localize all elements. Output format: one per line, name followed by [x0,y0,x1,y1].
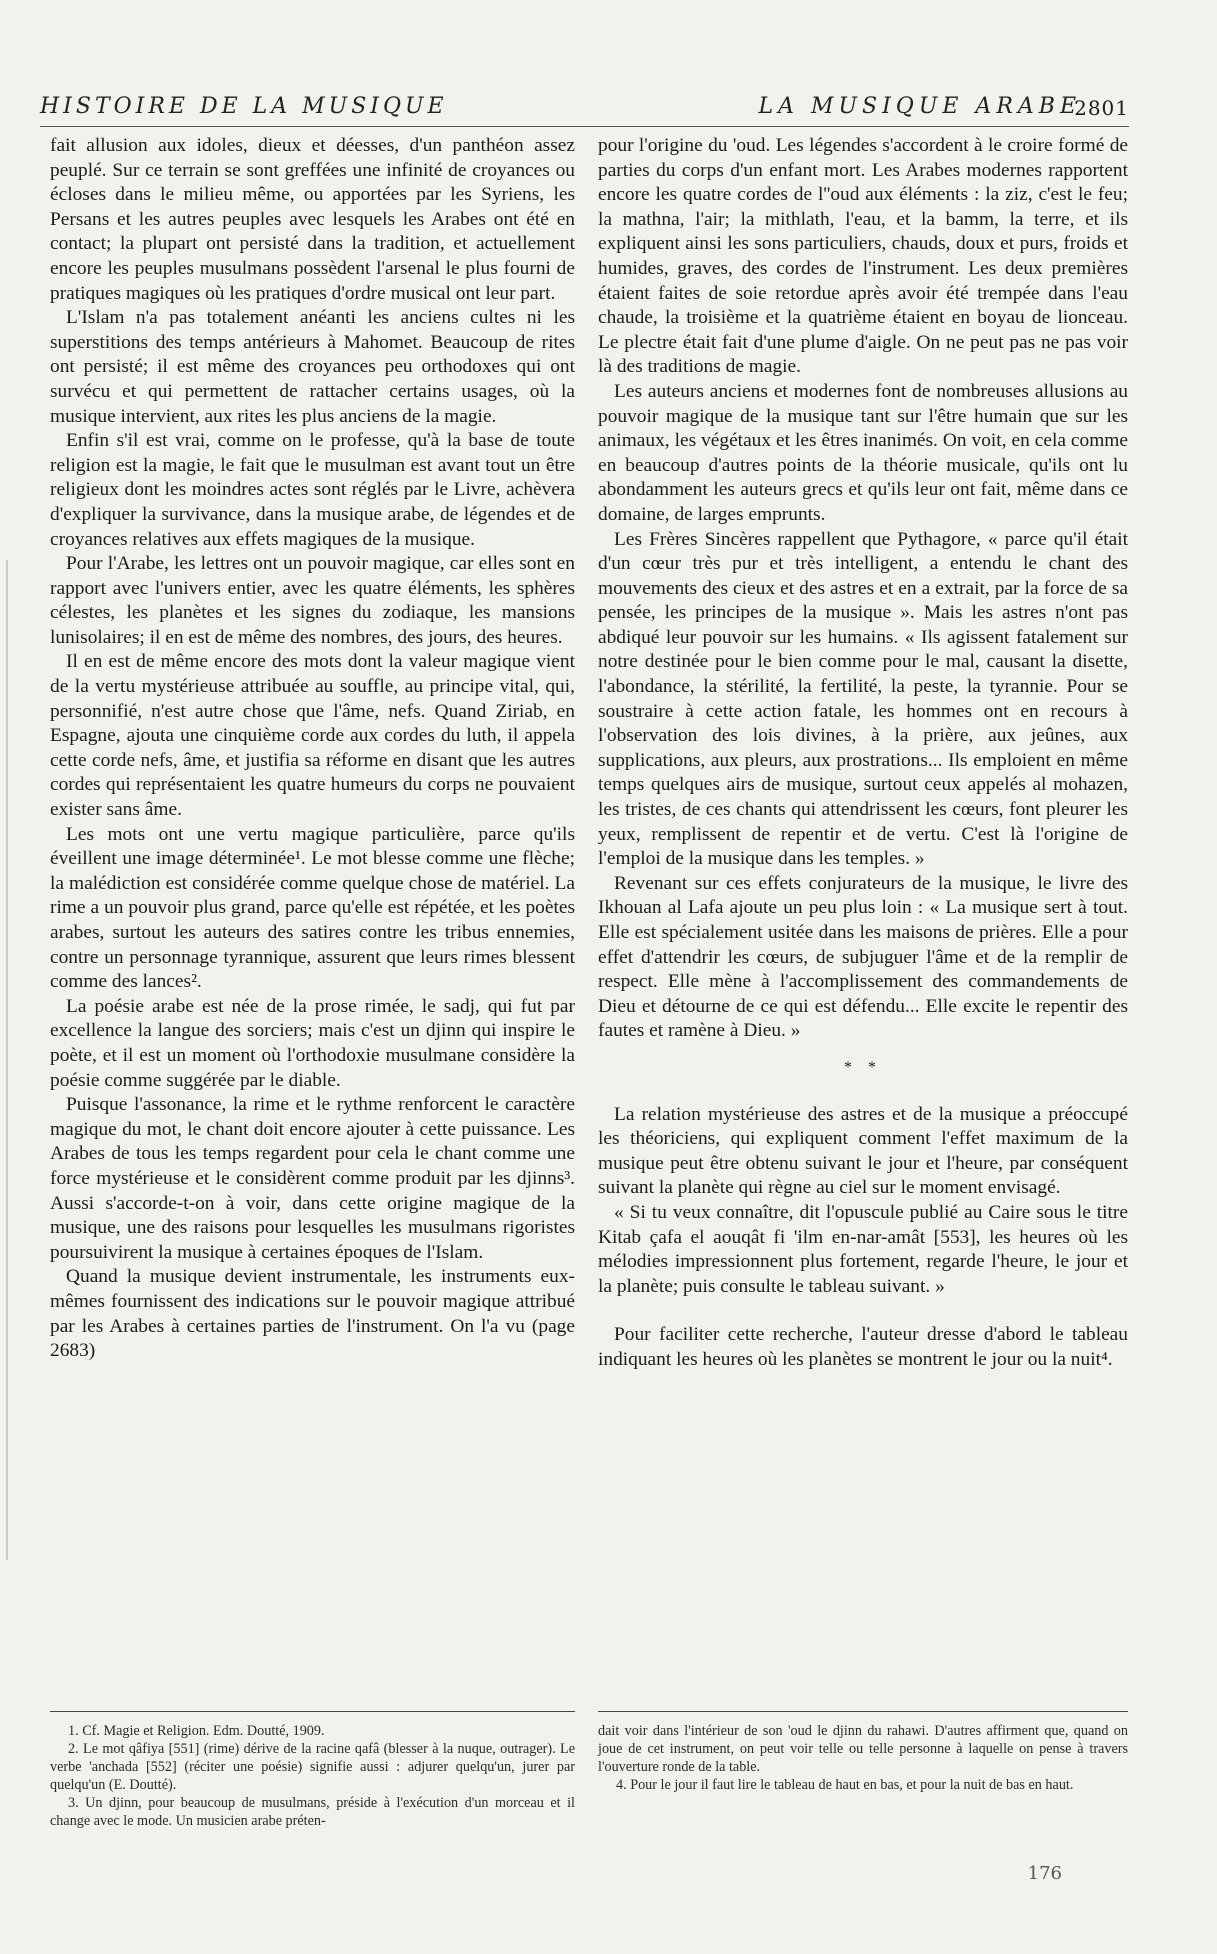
paragraph: Les Frères Sincères rappellent que Pythagore, « parce qu'il était d'un cœur très pur et très intelligent, a entendu le chant des mouvements des cieux et des astres et en a extrait, par la force de sa pensée, les principes de la musique ». Mais les astres n'ont pas abdiqué leur pouvoir sur les humains. « Ils agissent fatalement sur notre destinée pour le bien comme pour le mal, causant la disette, l'abondance, la stérilité, la fertilité, la peste, la tyrannie. Pour se soustraire à cette action fatale, les hommes ont en recours à l'observation des lois divines, à la prière, aux jeûnes, aux supplications, aux pleurs, aux prostrations... Ils emploient en même temps quelques airs de musique, surtout ceux appelés al mohazen, les tristes, de ces chants qui attendrissent les cœurs, font pleurer les yeux, remplissent de repentir et de vertu. C'est là l'origine de l'emploi de la musique dans les temples. » [598,528,1128,870]
right-column [598,134,1128,1373]
paragraph: La poésie arabe est née de la prose rimée, le sadj, qui fut par excellence la langue des sorciers; mais c'est un djinn qui inspire le poète, et il est un moment où l'orthodoxie musulmane considère la poésie comme suggérée par le diable. [50,995,575,1091]
paragraph: Il en est de même encore des mots dont la valeur magique vient de la vertu mystérieuse attribuée au souffle, au principe vital, qui, personnifié, n'est autre chose que l'âme, nefs. Quand Ziriab, en Espagne, ajouta une cinquième corde aux cordes du luth, il appela cette corde nefs, âme, et justifia sa réforme en disant que les autres cordes qui représentaient les quatre humeurs du corps ne pouvaient exister sans âme. [50,651,575,821]
header-chapter-title: LA MUSIQUE ARABE [758,94,1081,119]
paragraph: Quand la musique devient instrumentale, les instruments eux-mêmes fournissent des indications sur le pouvoir magique attribué par les Arabes à certaines parties de l'instrument. On l'a vu (page 2683) [50,1266,575,1362]
footnotes-left [50,1722,575,1830]
running-header [40,92,1129,127]
folio-number: 176 [1027,1863,1062,1884]
footnote: 3. Un djinn, pour beaucoup de musulmans, préside à l'exécution d'un morceau et il change avec le mode. Un musicien arabe préten- [50,1795,575,1829]
footnotes-right [598,1722,1128,1794]
paragraph: pour l'origine du 'oud. Les légendes s'accordent à le croire formé de parties du corps d'un enfant mort. Les Arabes modernes rapportent encore les quatre cordes de l''oud aux éléments : la ziz, c'est le feu; la mathna, l'air; la mithlath, l'eau, et la bamm, la terre, et ils expliquent ainsi les sons particuliers, chauds, doux et purs, froids et humides, graves, des cordes de l'instrument. Les deux premières étaient faites de soie retordue après avoir été trempée dans l'eau chaude, la troisième et la quatrième étaient en boyau de lionceau. Le plectre était fait d'une plume d'aigle. On ne peut pas ne pas voir là des traditions de magie. [598,135,1128,378]
paragraph: Les mots ont une vertu magique particulière, parce qu'ils éveillent une image déterminée¹. Le mot blesse comme une flèche; la malédiction est considérée comme quelque chose de matériel. La rime a un pouvoir plus grand, parce qu'elle est répétée, et les poètes arabes, surtout les auteurs des satires contre les tribus ennemies, contre un personnage tyrannique, assurent que leurs rimes blessent comme des lances². [50,823,575,993]
paragraph: « Si tu veux connaître, dit l'opuscule publié au Caire sous le titre Kitab çafa el aouqât fi 'ilm en-nar-amât [553], les heures où les mélodies impressionnent plus fortement, regarde l'heure, le jour et la planète; puis consulte le tableau suivant. » [598,1201,1128,1297]
paragraph: Pour l'Arabe, les lettres ont un pouvoir magique, car elles sont en rapport avec l'univers entier, avec les quatre éléments, les sphères célestes, les planètes et les signes du zodiaque, les mansions lunisolaires; il en est de même des nombres, des jours, des heures. [50,553,575,648]
section-separator: * * [844,1058,882,1076]
paragraph: fait allusion aux idoles, dieux et déesses, d'un panthéon assez peuplé. Sur ce terrain se sont greffées une infinité de croyances ou écloses dans le milieu même, ou apportées par les Syriens, les Persans et les autres peuples avec lesquels les Arabes ont été en contact; la plupart ont persisté dans la tradition, et actuellement encore les peuples musulmans possèdent l'arsenal le plus fourni de pratiques magiques où les pratiques d'ordre musical ont leur part. [50,135,575,304]
footnote-rule-left [50,1711,575,1712]
paragraph: Puisque l'assonance, la rime et le rythme renforcent le caractère magique du mot, le chant doit encore ajouter à cette puissance. Les Arabes de tous les temps regardent pour cela le chant comme une force mystérieuse et le considèrent comme produit par les djinns³. Aussi s'accorde-t-on à voir, dans cette origine magique de la musique, une des raisons pour lesquelles les musulmans rigoristes poursuivirent la musique à certaines époques de l'Islam. [50,1094,575,1263]
paragraph: La relation mystérieuse des astres et de la musique a préoccupé les théoriciens, qui expliquent comment l'effet maximum de la musique peut être obtenu suivant le jour et l'heure, par conséquent suivant la planète qui règne au ciel sur le moment envisagé. [598,1103,1128,1199]
footnote: 4. Pour le jour il faut lire le tableau de haut en bas, et pour la nuit de bas en haut. [616,1777,1074,1793]
binding-shadow [6,560,8,1560]
paragraph: L'Islam n'a pas totalement anéanti les anciens cultes ni les superstitions des temps antérieurs à Mahomet. Beaucoup de rites ont persisté; il est même des croyances peu orthodoxes qui ont survécu et qui permettent de rattacher certains usages, où la musique intervient, aux rites les plus anciens de la magie. [50,307,575,427]
left-column [50,134,575,1364]
paragraph: Les auteurs anciens et modernes font de nombreuses allusions au pouvoir magique de la musique tant sur l'être humain que sur les animaux, les végétaux et les êtres inanimés. On voit, en cela comme en beaucoup d'autres points de la théorie musicale, qu'ils ont lu abondamment les auteurs grecs et qu'ils leur ont fait, même dans ce domaine, de larges emprunts. [598,380,1128,525]
paragraph: Revenant sur ces effets conjurateurs de la musique, le livre des Ikhouan al Lafa ajoute un peu plus loin : « La musique sert à tout. Elle est spécialement usitée dans les maisons de prières. Elle a pour effet d'attendrir les cœurs, de subjuguer l'âme et de la remplir de respect. Elle mène à l'accomplissement des commandements de Dieu et détourne de ce qui est défendu... Elle excite le repentir des fautes et ramène à Dieu. » [598,872,1128,1042]
header-book-title: HISTOIRE DE LA MUSIQUE [40,94,448,119]
header-page-number: 2801 [1074,96,1129,120]
footnote: dait voir dans l'intérieur de son 'oud le djinn du rahawi. D'autres affirment que, quand on joue de cet instrument, on peut voir telle ou telle personne à laquelle on pense à travers l'ouverture ronde de la table. [598,1723,1128,1775]
paragraph: Enfin s'il est vrai, comme on le professe, qu'à la base de toute religion est la magie, le fait que le musulman est avant tout un être religieux dont les moindres actes sont réglés par le Livre, achèvera d'expliquer la survivance, dans la musique arabe, de légendes et de croyances relatives aux effets magiques de la musique. [50,430,575,550]
paragraph: Pour faciliter cette recherche, l'auteur dresse d'abord le tableau indiquant les heures où les planètes se montrent le jour ou la nuit⁴. [598,1324,1128,1370]
footnote: 2. Le mot qâfiya [551] (rime) dérive de la racine qafâ (blesser à la nuque, outrager). Le verbe 'anchada [552] (réciter une poésie) signifie aussi : adjurer quelqu'un, jurer par quelqu'un (E. Doutté). [50,1741,575,1793]
footnote: 1. Cf. Magie et Religion. Edm. Doutté, 1909. [68,1723,325,1739]
footnote-rule-right [598,1711,1128,1712]
